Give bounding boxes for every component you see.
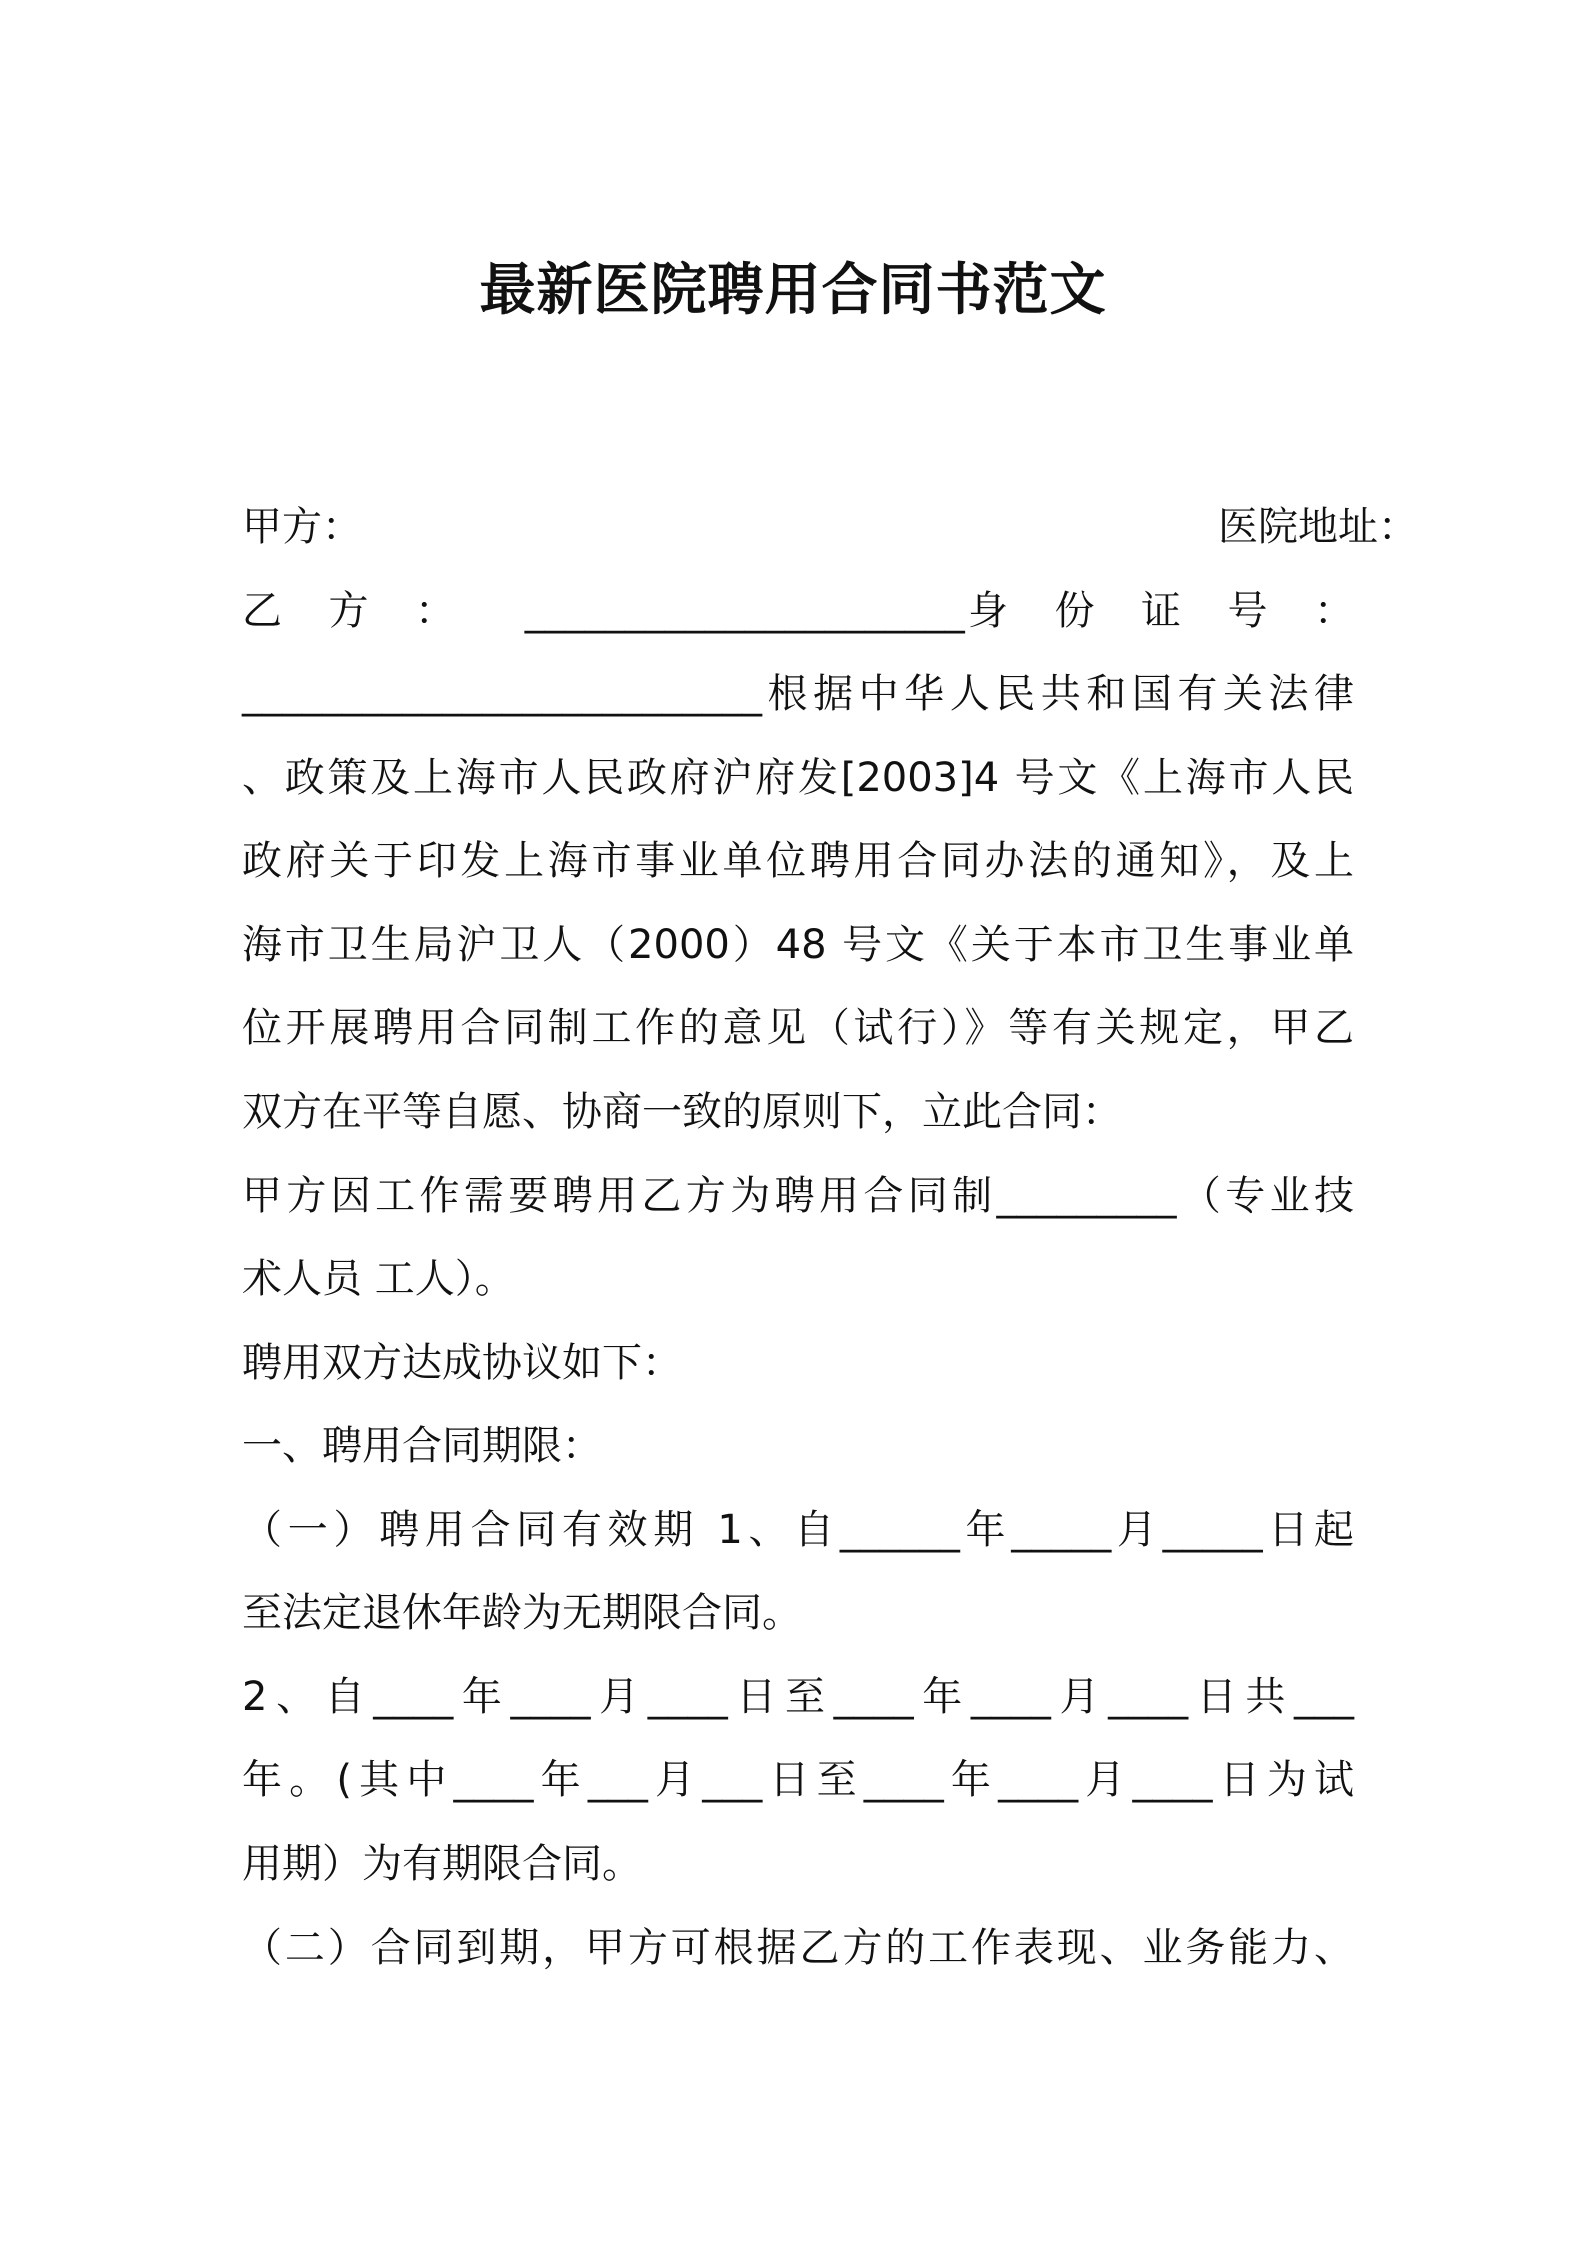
body-line-2: __________________________根据中华人民共和国有关法律 (242, 671, 1354, 717)
body-line-3: 、政策及上海市人民政府沪府发[2003]4 号文《上海市人民 (242, 755, 1354, 801)
section-heading-1: 一、聘用合同期限： (242, 1423, 602, 1469)
body-line-5: 海市卫生局沪卫人（2000）48 号文《关于本市卫生事业单 (242, 922, 1354, 968)
body-line-6: 位开展聘用合同制工作的意见（试行）》等有关规定，甲乙 (242, 1005, 1354, 1051)
body-line-10: 聘用双方达成协议如下： (242, 1340, 682, 1386)
body-line-15: 年。(其中____年___月___日至____年____月____日为试 (242, 1757, 1354, 1803)
body-line-7: 双方在平等自愿、协商一致的原则下，立此合同： (242, 1089, 1122, 1135)
body-line-9: 术人员 工人）。 (242, 1256, 515, 1302)
body-line-12: （一）聘用合同有效期 1、自______年_____月_____日起 (242, 1507, 1354, 1553)
body-line-4: 政府关于印发上海市事业单位聘用合同办法的通知》，及上 (242, 838, 1354, 884)
party-a-label: 甲方： (242, 504, 362, 550)
body-line-16: 用期）为有期限合同。 (242, 1841, 642, 1887)
hospital-address-label: 医院地址： (1218, 504, 1418, 550)
body-line-14: 2、自____年____月____日至____年____月____日共___ (242, 1674, 1354, 1720)
header-line (242, 497, 1418, 557)
document-title: 最新医院聘用合同书范文 (479, 258, 1107, 323)
body-line-17: （二）合同到期，甲方可根据乙方的工作表现、业务能力、 (242, 1925, 1354, 1971)
body-line-1: 乙 方 ： ______________________身 份 证 号 ： (242, 588, 1354, 634)
body-line-8: 甲方因工作需要聘用乙方为聘用合同制_________（专业技 (242, 1173, 1354, 1219)
body-line-13: 至法定退休年龄为无期限合同。 (242, 1590, 802, 1636)
